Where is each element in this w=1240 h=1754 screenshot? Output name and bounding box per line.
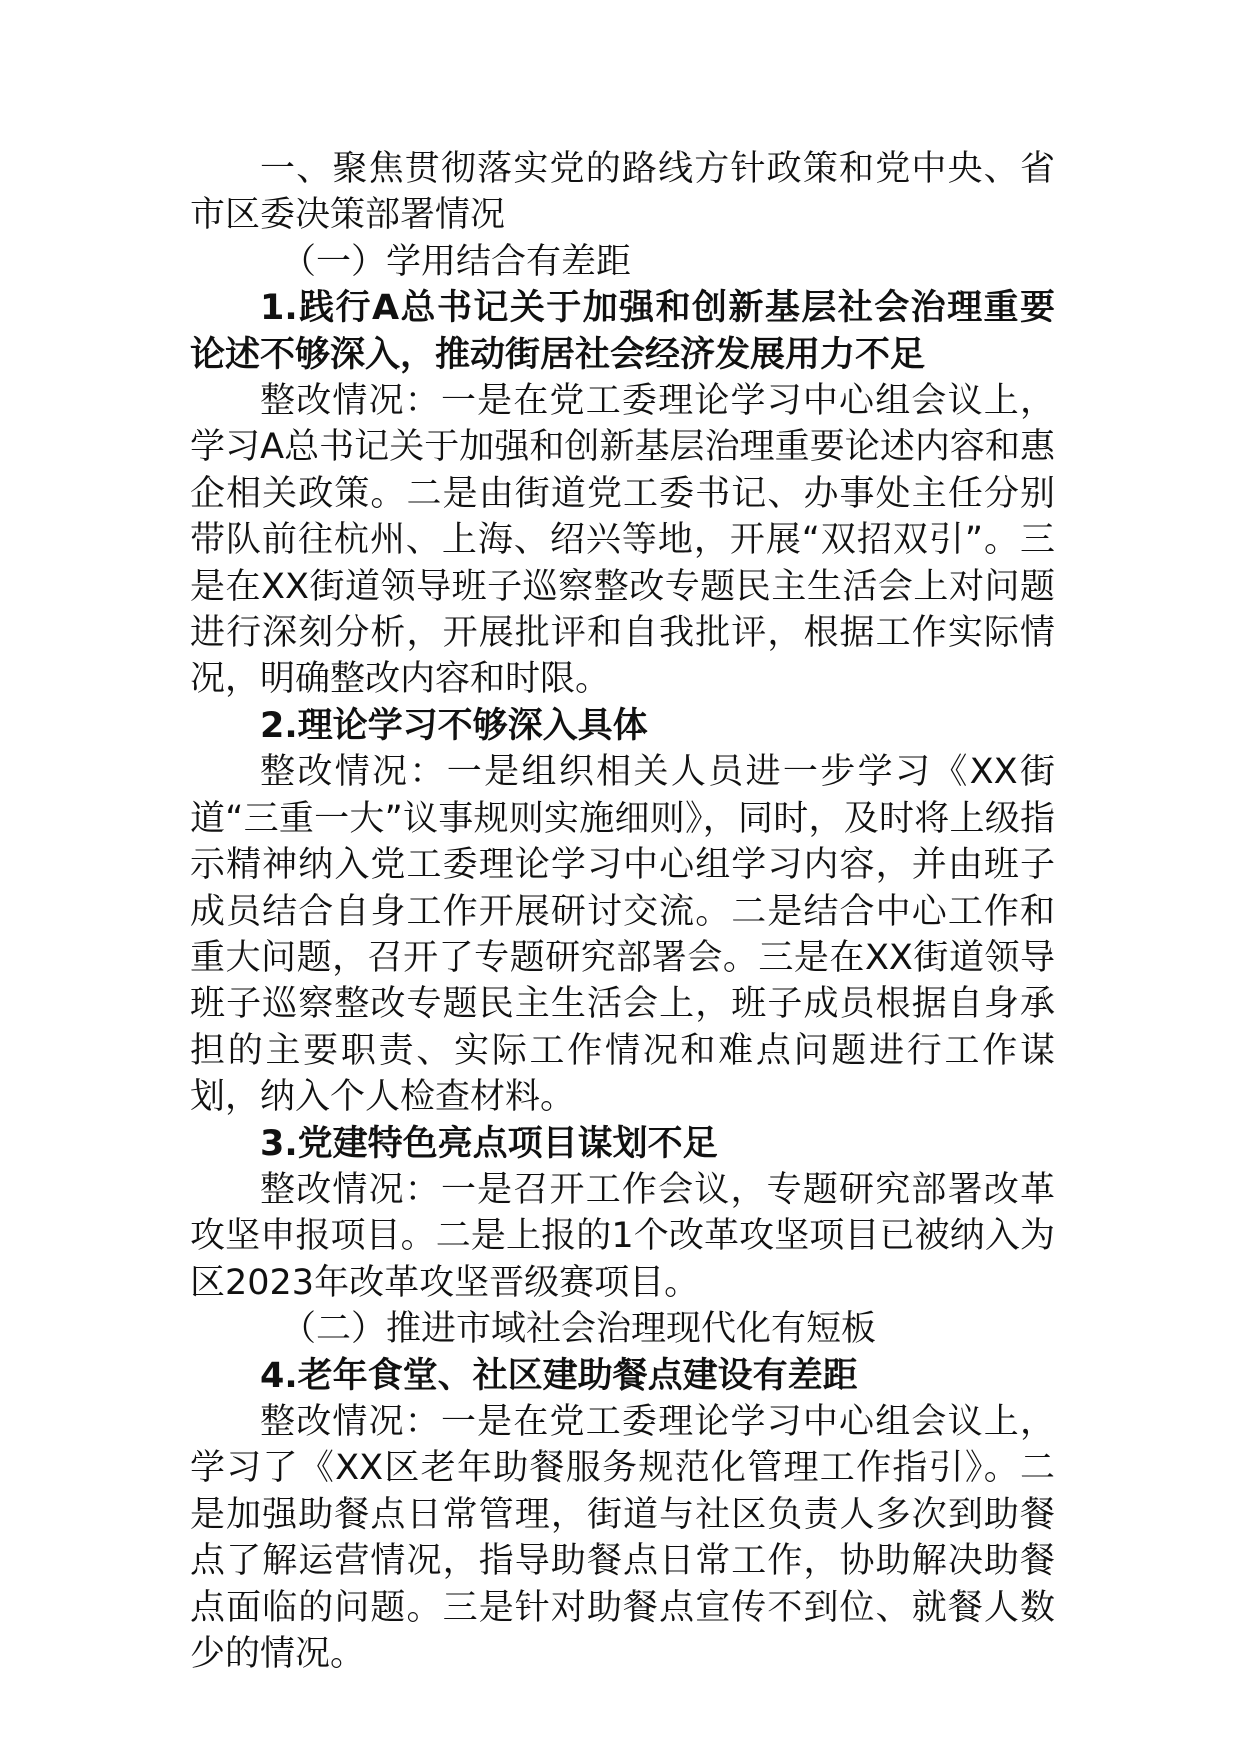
rectification-paragraph: 整改情况：一是组织相关人员进一步学习《XX街道“三重一大”议事规则实施细则》，同时，及时将上级指示精神纳入党工委理论学习中心组学习内容，并由班子成员结合自身工作开展研讨交流。二是结合中心工作和重大问题，召开了专题研究部署会。三是在XX街道领导班子巡察整改专题民主生活会上，班子成员根据自身承担的主要职责、实际工作情况和难点问题进行工作谋划，纳入个人检查材料。 (190, 752, 1055, 1118)
document-page (190, 146, 1055, 1677)
item-heading: 1.践行A总书记关于加强和创新基层社会治理重要论述不够深入，推动街居社会经济发展用力不足 (190, 288, 1055, 375)
subsection-heading: （一）学用结合有差距 (281, 241, 632, 282)
item-heading: 2.理论学习不够深入具体 (260, 705, 648, 746)
section-heading: 一、聚焦贯彻落实党的路线方针政策和党中央、省市区委决策部署情况 (190, 149, 1055, 236)
rectification-paragraph: 整改情况：一是召开工作会议，专题研究部署改革攻坚申报项目。二是上报的1个改革攻坚项目已被纳入为区2023年改革攻坚晋级赛项目。 (190, 1169, 1055, 1303)
item-heading: 4.老年食堂、社区建助餐点建设有差距 (260, 1355, 858, 1396)
rectification-paragraph: 整改情况：一是在党工委理论学习中心组会议上，学习了《XX区老年助餐服务规范化管理工作指引》。二是加强助餐点日常管理，街道与社区负责人多次到助餐点了解运营情况，指导助餐点日常工作，协助解决助餐点面临的问题。三是针对助餐点宣传不到位、就餐人数少的情况。 (190, 1401, 1055, 1674)
rectification-paragraph: 整改情况：一是在党工委理论学习中心组会议上，学习A总书记关于加强和创新基层治理重要论述内容和惠企相关政策。二是由街道党工委书记、办事处主任分别带队前往杭州、上海、绍兴等地，开展“双招双引”。三是在XX街道领导班子巡察整改专题民主生活会上对问题进行深刻分析，开展批评和自我批评，根据工作实际情况，明确整改内容和时限。 (190, 381, 1055, 700)
item-heading: 3.党建特色亮点项目谋划不足 (260, 1123, 718, 1164)
subsection-heading: （二）推进市域社会治理现代化有短板 (281, 1309, 877, 1350)
